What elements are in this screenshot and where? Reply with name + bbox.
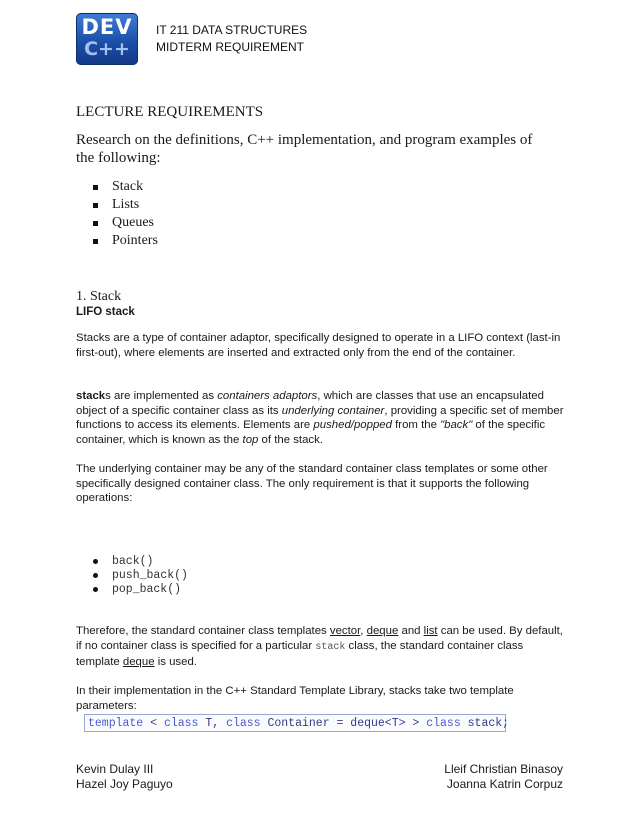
list-item: Queues [93,214,158,232]
round-bullet-icon [93,573,98,578]
logo-text-dev: DEV [81,15,133,39]
list-item: Pointers [93,232,158,250]
logo-text-cpp: C++ [84,38,130,60]
stack-section-heading: 1. Stack [76,289,122,304]
square-bullet-icon [93,185,98,190]
topic-list [93,178,158,250]
stack-implementation-paragraph: stacks are implemented as containers adaptors, which are classes that use an encapsulated object of a specific container class as its underlying container, providing a specific set of member functions to access its elements. Elements are pushed/popped from the "back" of the specific container, which is known as the top of the stack. [76,390,564,446]
author-name: Lleif Christian Binasoy [444,762,563,776]
template-parameters-paragraph: In their implementation in the C++ Standard Template Library, stacks take two template parameters: [76,685,514,712]
list-item: Stack [93,178,158,196]
course-title: IT 211 DATA STRUCTURES [156,23,308,37]
stack-definition-paragraph: Stacks are a type of container adaptor, specifically designed to operate in a LIFO context (last-in first-out), where elements are inserted and extracted only from the end of the container. [76,332,561,359]
lecture-requirements-title: LECTURE REQUIREMENTS [76,104,264,120]
document-header [156,22,307,56]
stack-code-term: stack [315,641,346,653]
footer-authors-left [76,762,173,792]
footer-authors-right [444,762,563,792]
list-item: Lists [93,196,158,214]
author-name: Joanna Katrin Corpuz [446,777,563,791]
square-bullet-icon [93,221,98,226]
list-item: back() [93,554,188,568]
operations-list [93,554,188,596]
lifo-subheading: LIFO stack [76,306,135,318]
author-name: Hazel Joy Paguyo [76,777,173,791]
standard-containers-paragraph: Therefore, the standard container class templates vector, deque and list can be used. By default, if no container class is specified for a particular stack class, the standard container class template deque is used. [76,625,563,669]
deque-link[interactable]: deque [366,625,399,637]
list-item: pop_back() [93,582,188,596]
author-name: Kevin Dulay III [76,762,154,776]
square-bullet-icon [93,239,98,244]
round-bullet-icon [93,559,98,564]
code-snippet: template < class T, class Container = deque<T> > class stack; [84,714,506,732]
research-instruction: Research on the definitions, C++ implementation, and program examples of the following: [76,132,533,166]
deque-link-2[interactable]: deque [122,656,155,669]
underlying-container-paragraph: The underlying container may be any of the standard container class templates or some other specifically designed container class. The only requirement is that it supports the following operations: [76,463,548,505]
list-link[interactable]: list [423,625,438,637]
vector-link[interactable]: vector [329,625,361,637]
list-item: push_back() [93,568,188,582]
square-bullet-icon [93,203,98,208]
requirement-title: MIDTERM REQUIREMENT [156,40,304,54]
dev-cpp-logo [76,13,138,65]
round-bullet-icon [93,587,98,592]
